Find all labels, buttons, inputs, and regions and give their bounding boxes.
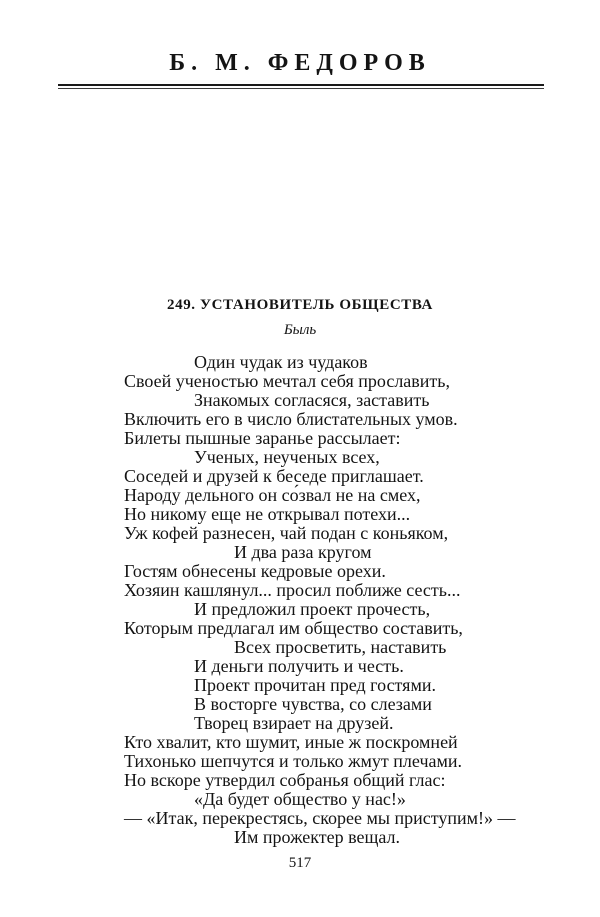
running-head: Б. М. ФЕДОРОВ bbox=[169, 50, 431, 76]
poem-title: 249. УСТАНОВИТЕЛЬ ОБЩЕСТВА bbox=[167, 297, 433, 313]
poem-line: Уж кофей разнесен, чай подан с коньяком, bbox=[124, 523, 449, 543]
poem-line: Знакомых согласяся, заставить bbox=[194, 390, 430, 410]
poem-line: Один чудак из чудаков bbox=[194, 352, 368, 372]
poem-line: Всех просветить, наставить bbox=[234, 637, 447, 657]
poem-line: И два раза кругом bbox=[234, 542, 372, 562]
poem-line: В восторге чувства, со слезами bbox=[194, 694, 432, 714]
poem-line: — «Итак, перекрестясь, скорее мы приступим!» — bbox=[124, 808, 516, 828]
poem-line: Билеты пышные заранье рассылает: bbox=[124, 428, 401, 448]
poem-line: И предложил проект прочесть, bbox=[194, 599, 431, 619]
poem-line: Народу дельного он со́звал не на смех, bbox=[124, 485, 421, 505]
header-rule bbox=[58, 84, 544, 86]
poem-line: Тихонько шепчутся и только жмут плечами. bbox=[124, 751, 463, 771]
poem-line: Которым предлагал им общество составить, bbox=[124, 618, 463, 638]
poem-line: Но никому еще не открывал потехи... bbox=[124, 504, 411, 524]
poem-subtitle: Быль bbox=[283, 322, 317, 338]
poem-line: Проект прочитан пред гостями. bbox=[194, 675, 436, 695]
poem-line: Гостям обнесены кедровые орехи. bbox=[124, 561, 386, 581]
poem-line: Ученых, неученых всех, bbox=[194, 447, 380, 467]
poem-line: Им прожектер вещал. bbox=[234, 827, 400, 847]
poem-line: Хозяин кашлянул... просил поближе сесть... bbox=[124, 580, 461, 600]
poem-line: «Да будет общество у нас!» bbox=[194, 789, 406, 809]
poem-line: И деньги получить и честь. bbox=[194, 656, 404, 676]
poem-line: Но вскоре утвердил собранья общий глас: bbox=[124, 770, 446, 790]
poem-line: Соседей и друзей к беседе приглашает. bbox=[124, 466, 424, 486]
poem-line: Кто хвалит, кто шумит, иные ж поскромней bbox=[124, 732, 458, 752]
page-number: 517 bbox=[288, 855, 312, 871]
poem-line: Своей ученостью мечтал себя прославить, bbox=[124, 371, 450, 391]
poem-line: Творец взирает на друзей. bbox=[194, 713, 394, 733]
header-rule-thin bbox=[58, 88, 544, 89]
poem-line: Включить его в число блистательных умов. bbox=[124, 409, 458, 429]
